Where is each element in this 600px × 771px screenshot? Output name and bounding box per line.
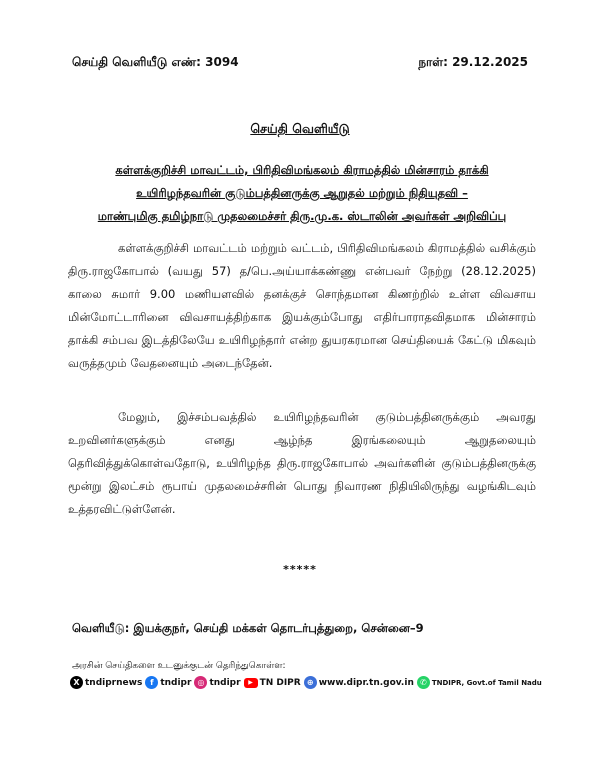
social-label: tndipr — [209, 677, 241, 688]
social-label: tndiprnews — [85, 677, 143, 688]
separator: ***** — [283, 563, 317, 576]
social-link-website[interactable] — [304, 676, 414, 689]
release-number: செய்தி வெளியீடு எண்: 3094 — [72, 55, 239, 69]
headline-line-1: கள்ளக்குறிச்சி மாவட்டம், பிரிதிவிமங்கலம் கிராமத்தில் மின்சாரம் தாக்கி — [115, 163, 489, 177]
social-link-youtube[interactable] — [244, 678, 301, 688]
release-date: நாள்: 29.12.2025 — [418, 55, 528, 69]
body-paragraph-2: மேலும், இச்சம்பவத்தில் உயிரிழந்தவரின் குடும்பத்தினருக்கும் அவரது உறவினர்களுக்கும் எனது ஆழ்ந்த இரங்கலையும் ஆறுதலையும் தெரிவித்துக்கொள்வதோடு, உயிரிழந்த திரு.ராஜகோபால் அவர்களின் குடும்பத்தினருக்கு மூன்று இலட்சம் ரூபாய் முதலமைச்சரின் பொது நிவாரண நிதியிலிருந்து வழங்கிடவும் உத்தரவிட்டுள்ளேன். — [68, 410, 536, 516]
social-label: tndipr — [160, 677, 192, 688]
headline — [68, 159, 536, 228]
social-link-facebook[interactable] — [145, 676, 191, 689]
headline-line-2: உயிரிழந்தவரின் குடும்பத்தினருக்கு ஆறுதல் மற்றும் நிதியுதவி – — [136, 186, 468, 200]
headline-line-3: மாண்புமிகு தமிழ்நாடு முதலமைச்சர் திரு.மு.க. ஸ்டாலின் அவர்கள் அறிவிப்பு — [97, 209, 507, 223]
body-paragraph-1: கள்ளக்குறிச்சி மாவட்டம் மற்றும் வட்டம், பிரிதிவிமங்கலம் கிராமத்தில் வசிக்கும் திரு.ராஜகோபால் (வயது 57) த/பெ.அய்யாக்கண்ணு என்பவர் நேற்று (28.12.2025) காலை சுமார் 9.00 மணியளவில் தனக்குச் சொந்தமான கிணற்றில் உள்ள விவசாய மின்மோட்டாரினை விவசாயத்திற்காக இயக்கும்போது எதிர்பாராதவிதமாக மின்சாரம் தாக்கி சம்பவ இடத்திலேயே உயிரிழந்தார் என்ற துயரகரமான செய்தியைக் கேட்டு மிகவும் வருத்தமும் வேதனையும் அடைந்தேன். — [68, 241, 536, 370]
document-title: செய்தி வெளியீடு — [250, 121, 350, 136]
document-header — [72, 55, 528, 71]
issuer-line: வெளியீடு: இயக்குநர், செய்தி மக்கள் தொடர்புத்துறை, சென்னை–9 — [72, 621, 424, 635]
x-icon: X — [70, 676, 83, 689]
instagram-icon: ◎ — [194, 676, 207, 689]
facebook-icon: f — [145, 676, 158, 689]
web-icon: ⊕ — [304, 676, 317, 689]
whatsapp-icon: ✆ — [417, 676, 430, 689]
social-links — [70, 676, 542, 689]
social-link-instagram[interactable] — [194, 676, 240, 689]
social-link-x[interactable] — [70, 676, 142, 689]
follow-text: அரசின் செய்திகளை உடனுக்குடன் தெரிந்துகொள்ள: — [72, 661, 286, 671]
youtube-icon: ▶ — [244, 678, 258, 688]
social-label: TN DIPR — [259, 677, 301, 688]
social-label: TNDIPR, Govt.of Tamil Nadu — [431, 678, 542, 687]
social-label: www.dipr.tn.gov.in — [318, 677, 414, 688]
social-link-whatsapp[interactable] — [417, 676, 542, 689]
